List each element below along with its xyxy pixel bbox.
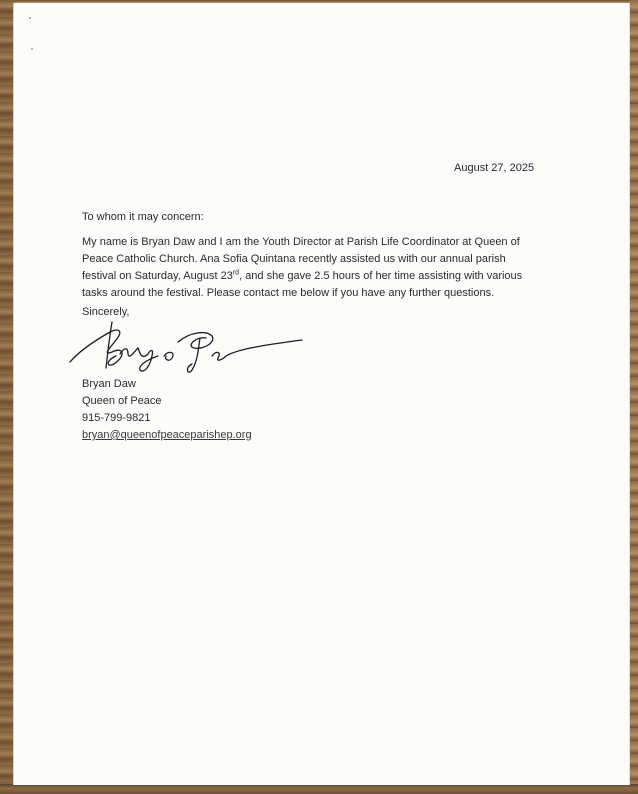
handwritten-signature [66,316,306,376]
ordinal-suffix: rd [232,269,240,277]
paper-speck [29,17,31,19]
signer-email-link[interactable]: bryan@queenofpeaceparishep.org [82,429,252,441]
signer-name: Bryan Daw [82,378,136,390]
body-line-3-start: festival on Saturday, August 23 [82,270,233,282]
body-line-3 [82,268,522,286]
signer-phone: 915-799-9821 [82,412,151,424]
body-line-2: Peace Catholic Church. Ana Sofia Quintana recently assisted us with our annual parish [82,253,506,265]
body-line-1: My name is Bryan Daw and I am the Youth Director at Parish Life Coordinator at Queen of [82,236,520,248]
letter-greeting: To whom it may concern: [82,211,204,223]
letter-closing: Sincerely, [82,306,130,318]
background-wood-right [630,0,638,794]
signer-organization: Queen of Peace [82,395,162,407]
background-wood-bottom [0,784,638,794]
paper-speck [31,48,33,50]
letter-date: August 27, 2025 [454,162,535,174]
body-line-3-end: , and she gave 2.5 hours of her time assisting with various [239,270,523,282]
body-line-4: tasks around the festival. Please contact me below if you have any further questions. [82,287,495,299]
